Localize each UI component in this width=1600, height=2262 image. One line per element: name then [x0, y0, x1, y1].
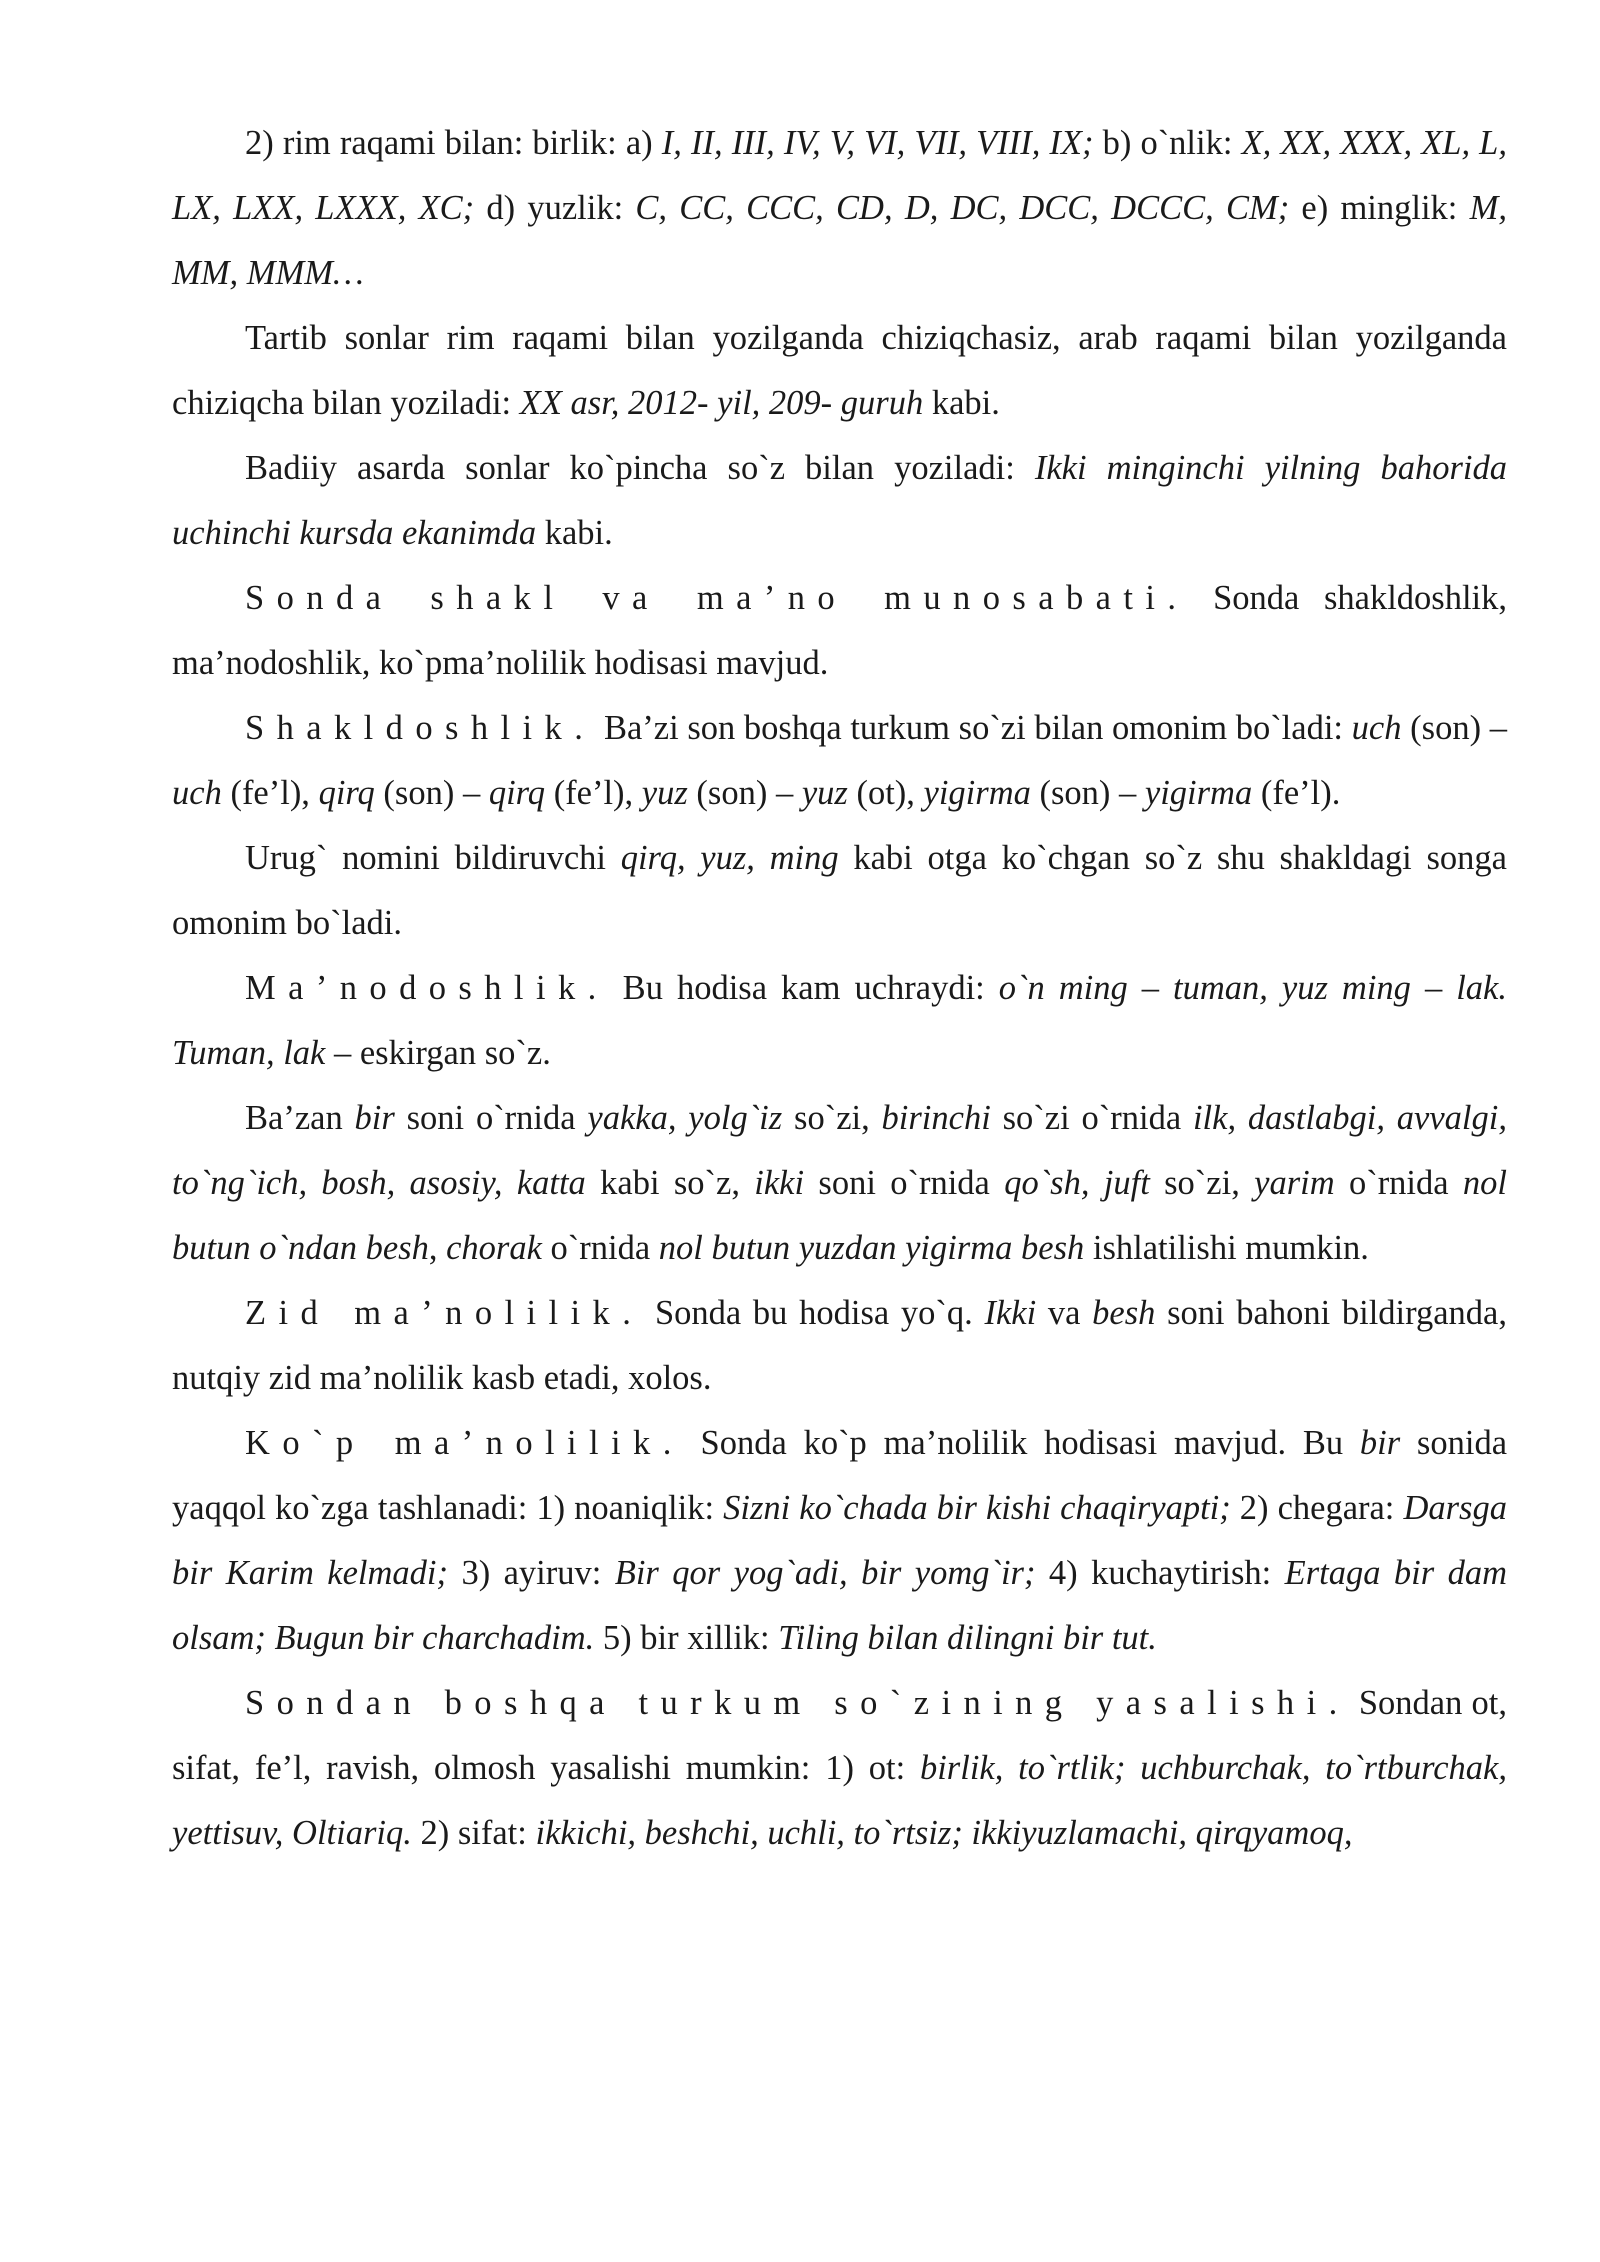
italic-text: o`n ming – tuman, yuz ming – lak. Tuman, lak	[172, 969, 1507, 1072]
italic-text: nol butun yuzdan yigirma besh	[658, 1229, 1085, 1267]
italic-text: Tiling bilan dilingni bir tut.	[778, 1619, 1157, 1657]
italic-text: bir	[1359, 1424, 1401, 1462]
text-run: soni bahoni bildirganda, nutqiy zid ma’nolilik kasb etadi, xolos.	[172, 1294, 1507, 1397]
text-run: Sonda ko`p ma’nolilik hodisasi mavjud. Bu	[683, 1424, 1360, 1462]
text-run: d) yuzlik:	[474, 189, 636, 227]
italic-text: Ertaga bir dam olsam; Bugun bir charchadim.	[172, 1554, 1508, 1657]
paragraph	[172, 696, 1507, 826]
italic-text: Bir qor yog`adi, bir yomg`ir;	[614, 1554, 1036, 1592]
text-run: kabi.	[923, 384, 1000, 422]
text-run: kabi so`z,	[585, 1164, 755, 1202]
italic-text: Sizni ko`chada bir kishi chaqiryapti;	[723, 1489, 1231, 1527]
italic-text: qirq	[318, 774, 375, 812]
text-run: so`zi,	[1149, 1164, 1255, 1202]
text-run: soni o`rnida	[394, 1099, 588, 1137]
text-run: 2) sifat:	[411, 1814, 536, 1852]
paragraph	[172, 566, 1507, 696]
italic-text: I, II, III, IV, V, VI, VII, VIII, IX;	[661, 124, 1094, 162]
text-run: Bu hodisa kam uchraydi:	[608, 969, 999, 1007]
paragraph	[172, 1086, 1507, 1281]
text-run: (son) –	[687, 774, 802, 812]
text-run: 5) bir xillik:	[594, 1619, 779, 1657]
text-run: (fe’l).	[1252, 774, 1341, 812]
italic-text: qirq, yuz, ming	[620, 839, 839, 877]
text-run: kabi.	[536, 514, 613, 552]
section-heading: Sonda shakl va ma’no munosabati.	[245, 579, 1189, 617]
italic-text: yakka, yolg`iz	[587, 1099, 783, 1137]
text-run: (son) –	[374, 774, 489, 812]
text-run: Sondan ot, sifat, fe’l, ravish, olmosh yasalishi mumkin: 1) ot:	[172, 1684, 1508, 1787]
italic-text: uch	[1351, 709, 1402, 747]
text-run: va	[1036, 1294, 1093, 1332]
paragraph	[172, 306, 1507, 436]
text-run: Sonda bu hodisa yo`q.	[643, 1294, 985, 1332]
italic-text: yigirma	[923, 774, 1031, 812]
italic-text: bir	[354, 1099, 395, 1137]
text-run: soni o`rnida	[804, 1164, 1005, 1202]
italic-text: birinchi	[881, 1099, 991, 1137]
section-heading: Ko`p ma’nolilik.	[245, 1424, 684, 1462]
text-run: 3) ayiruv:	[448, 1554, 615, 1592]
text-run: – eskirgan so`z.	[325, 1034, 551, 1072]
italic-text: yigirma	[1144, 774, 1253, 812]
italic-text: X, XX, XXX, XL, L, LX, LXX, LXXX, XC;	[172, 124, 1507, 227]
section-heading: Zid ma’nolilik.	[245, 1294, 644, 1332]
text-run: so`zi,	[782, 1099, 882, 1137]
text-run: 2) chegara:	[1230, 1489, 1404, 1527]
italic-text: qo`sh, juft	[1004, 1164, 1150, 1202]
text-run: o`rnida	[541, 1229, 659, 1267]
italic-text: ilk, dastlabgi, avvalgi, to`ng`ich, bosh, asosiy, katta	[172, 1099, 1507, 1202]
text-run: ,	[428, 1229, 447, 1267]
italic-text: ikki	[754, 1164, 805, 1202]
text-run: Sonda shakldoshlik, ma’nodoshlik, ko`pma’nolilik hodisasi mavjud.	[172, 579, 1507, 682]
text-run: o`rnida	[1334, 1164, 1463, 1202]
italic-text: C, CC, CCC, CD, D, DC, DCC, DCCC, CM;	[635, 189, 1290, 227]
section-heading: Shakldoshlik.	[245, 709, 596, 747]
italic-text: nol butun o`ndan besh	[172, 1164, 1507, 1267]
paragraph	[172, 1281, 1507, 1411]
text-run: so`zi o`rnida	[990, 1099, 1193, 1137]
text-run: 4) kuchaytirish:	[1035, 1554, 1285, 1592]
paragraph	[172, 826, 1507, 956]
text-run: (fe’l),	[221, 774, 319, 812]
italic-text: qirq	[488, 774, 546, 812]
italic-text: Ikki minginchi yilning bahorida uchinchi kursda ekanimda	[172, 449, 1507, 552]
italic-text: yuz	[641, 774, 688, 812]
text-run: 2) rim raqami bilan: birlik: a)	[245, 124, 662, 162]
paragraph	[172, 1411, 1507, 1671]
text-run: (fe’l),	[545, 774, 642, 812]
italic-text: besh	[1092, 1294, 1156, 1332]
document-page	[172, 111, 1507, 1866]
text-run: Urug` nomini bildiruvchi	[245, 839, 621, 877]
text-run: ishlatilishi mumkin.	[1084, 1229, 1369, 1267]
text-run: (son) –	[1401, 709, 1507, 747]
italic-text: chorak	[446, 1229, 542, 1267]
text-run: kabi otga ko`chgan so`z shu shakldagi songa omonim bo`ladi.	[172, 839, 1507, 942]
paragraph	[172, 1671, 1507, 1866]
italic-text: yuz	[801, 774, 848, 812]
text-run: e) minglik:	[1289, 189, 1470, 227]
italic-text: birlik, to`rtlik; uchburchak, to`rtburchak, yettisuv, Oltiariq.	[172, 1749, 1507, 1852]
section-heading: Sondan boshqa turkum so`zining yasalishi.	[245, 1684, 1350, 1722]
text-run: (son) –	[1030, 774, 1145, 812]
italic-text: yarim	[1254, 1164, 1335, 1202]
text-run: Ba’zi son boshqa turkum so`zi bilan omonim bo`ladi:	[595, 709, 1352, 747]
paragraph	[172, 956, 1507, 1086]
italic-text: M, MM, MMM…	[172, 189, 1507, 292]
paragraph	[172, 111, 1507, 306]
italic-text: ikkichi, beshchi, uchli, to`rtsiz; ikkiyuzlamachi, qirqyamoq,	[535, 1814, 1353, 1852]
text-run: b) o`nlik:	[1093, 124, 1242, 162]
text-run: Badiiy asarda sonlar ko`pincha so`z bilan yoziladi:	[245, 449, 1035, 487]
text-run: Tartib sonlar rim raqami bilan yozilganda chiziqchasiz, arab raqami bilan yozilganda chiziqcha bilan yoziladi:	[172, 319, 1507, 422]
text-run: (ot),	[847, 774, 924, 812]
italic-text: Ikki	[984, 1294, 1037, 1332]
italic-text: XX asr, 2012- yil, 209- guruh	[519, 384, 924, 422]
text-run: sonida yaqqol ko`zga tashlanadi: 1) noaniqlik:	[172, 1424, 1508, 1527]
italic-text: uch	[172, 774, 222, 812]
section-heading: Ma’nodoshlik.	[245, 969, 609, 1007]
italic-text: Darsga bir Karim kelmadi;	[172, 1489, 1507, 1592]
paragraph	[172, 436, 1507, 566]
text-run: Ba’zan	[245, 1099, 355, 1137]
